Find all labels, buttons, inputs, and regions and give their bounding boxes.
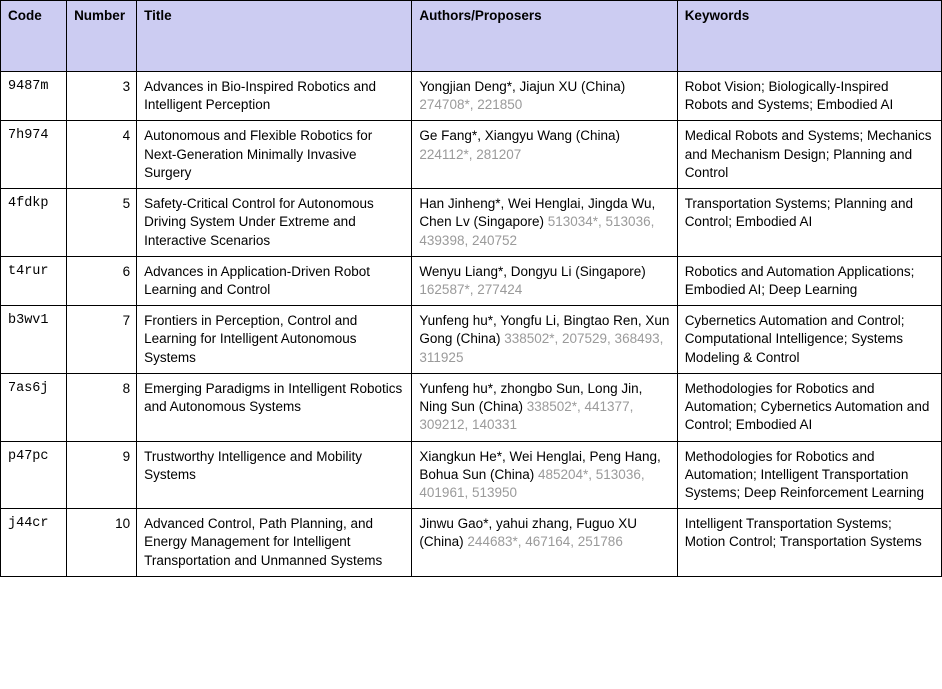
column-header-authors: Authors/Proposers xyxy=(412,1,677,72)
cell-title: Advanced Control, Path Planning, and Energy Management for Intelligent Transportation and Unmanned Systems xyxy=(137,509,412,577)
author-ids: 485204*, 513036, 401961, 513950 xyxy=(419,466,645,500)
author-names: Wenyu Liang*, Dongyu Li (Singapore) xyxy=(419,263,646,279)
column-header-title: Title xyxy=(137,1,412,72)
column-header-keywords: Keywords xyxy=(677,1,941,72)
cell-authors xyxy=(412,189,677,257)
cell-code: p47pc xyxy=(1,441,67,509)
cell-number: 3 xyxy=(67,72,137,121)
cell-keywords: Transportation Systems; Planning and Control; Embodied AI xyxy=(677,189,941,257)
table-row xyxy=(1,189,942,257)
cell-code: 4fdkp xyxy=(1,189,67,257)
table-row xyxy=(1,121,942,189)
cell-authors xyxy=(412,72,677,121)
cell-code: t4rur xyxy=(1,256,67,305)
cell-keywords: Robotics and Automation Applications; Embodied AI; Deep Learning xyxy=(677,256,941,305)
cell-code: 7h974 xyxy=(1,121,67,189)
cell-number: 4 xyxy=(67,121,137,189)
author-names: Xiangkun He*, Wei Henglai, Peng Hang, Bohua Sun (China) xyxy=(419,448,661,482)
cell-code: j44cr xyxy=(1,509,67,577)
cell-keywords: Cybernetics Automation and Control; Computational Intelligence; Systems Modeling & Control xyxy=(677,306,941,374)
cell-title: Trustworthy Intelligence and Mobility Systems xyxy=(137,441,412,509)
table-row xyxy=(1,306,942,374)
table-row xyxy=(1,72,942,121)
author-ids: 162587*, 277424 xyxy=(419,281,523,297)
table-row xyxy=(1,441,942,509)
author-ids: 224112*, 281207 xyxy=(419,146,522,162)
table-body xyxy=(1,72,942,577)
cell-code: b3wv1 xyxy=(1,306,67,374)
cell-authors xyxy=(412,441,677,509)
cell-number: 5 xyxy=(67,189,137,257)
cell-title: Safety-Critical Control for Autonomous Driving System Under Extreme and Interactive Scenarios xyxy=(137,189,412,257)
cell-number: 10 xyxy=(67,509,137,577)
author-names: Han Jinheng*, Wei Henglai, Jingda Wu, Chen Lv (Singapore) xyxy=(419,196,656,230)
table-row xyxy=(1,373,942,441)
cell-title: Advances in Application-Driven Robot Learning and Control xyxy=(137,256,412,305)
cell-authors xyxy=(412,121,677,189)
cell-authors xyxy=(412,256,677,305)
cell-keywords: Methodologies for Robotics and Automation; Intelligent Transportation Systems; Deep Reinforcement Learning xyxy=(677,441,941,509)
author-names: Yongjian Deng*, Jiajun XU (China) xyxy=(419,79,626,94)
cell-title: Advances in Bio-Inspired Robotics and Intelligent Perception xyxy=(137,72,412,121)
cell-number: 6 xyxy=(67,256,137,305)
cell-code: 7as6j xyxy=(1,373,67,441)
cell-keywords: Robot Vision; Biologically-Inspired Robots and Systems; Embodied AI xyxy=(677,72,941,121)
table-row xyxy=(1,509,942,577)
author-names: Ge Fang*, Xiangyu Wang (China) xyxy=(419,128,621,144)
column-header-number: Number xyxy=(67,1,137,72)
cell-keywords: Intelligent Transportation Systems; Motion Control; Transportation Systems xyxy=(677,509,941,577)
author-names: Yunfeng hu*, Yongfu Li, Bingtao Ren, Xun Gong (China) xyxy=(419,313,670,347)
cell-authors xyxy=(412,373,677,441)
cell-authors xyxy=(412,509,677,577)
author-names: Yunfeng hu*, zhongbo Sun, Long Jin, Ning Sun (China) xyxy=(419,380,643,415)
author-ids: 244683*, 467164, 251786 xyxy=(467,534,623,550)
author-ids: 338502*, 207529, 368493, 311925 xyxy=(419,331,664,365)
table-header-row xyxy=(1,1,942,72)
cell-keywords: Methodologies for Robotics and Automation; Cybernetics Automation and Control; Embodied AI xyxy=(677,373,941,441)
cell-number: 9 xyxy=(67,441,137,509)
cell-keywords: Medical Robots and Systems; Mechanics and Mechanism Design; Planning and Control xyxy=(677,121,941,189)
cell-code: 9487m xyxy=(1,72,67,121)
column-header-code: Code xyxy=(1,1,67,72)
table-row xyxy=(1,256,942,305)
cell-number: 7 xyxy=(67,306,137,374)
author-names: Jinwu Gao*, yahui zhang, Fuguo XU (China) xyxy=(419,516,638,550)
cell-number: 8 xyxy=(67,373,137,441)
cell-authors xyxy=(412,306,677,374)
cell-title: Frontiers in Perception, Control and Learning for Intelligent Autonomous Systems xyxy=(137,306,412,374)
cell-title: Autonomous and Flexible Robotics for Next-Generation Minimally Invasive Surgery xyxy=(137,121,412,189)
author-ids: 338502*, 441377, 309212, 140331 xyxy=(419,399,634,433)
cell-title: Emerging Paradigms in Intelligent Robotics and Autonomous Systems xyxy=(137,373,412,441)
author-ids: 513034*, 513036, 439398, 240752 xyxy=(419,214,655,248)
author-ids: 274708*, 221850 xyxy=(419,97,523,113)
